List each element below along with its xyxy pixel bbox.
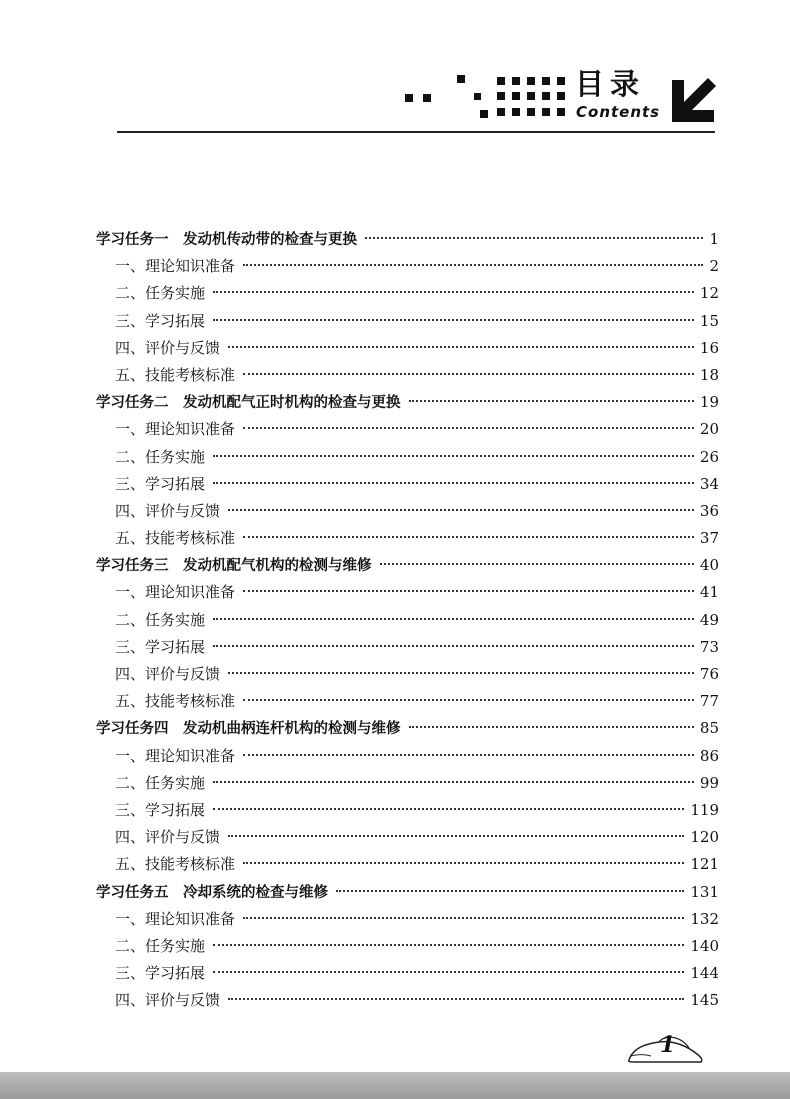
toc-page-number: 140 — [690, 936, 719, 955]
dot-leader — [228, 346, 694, 348]
toc-entry-label: 学习任务一 发动机传动带的检查与更换 — [96, 232, 357, 248]
dot-leader — [243, 862, 684, 864]
dot-leader — [243, 590, 694, 592]
dot-leader — [213, 808, 684, 810]
dot-leader — [213, 618, 694, 620]
toc-section-row[interactable] — [96, 335, 719, 362]
toc-entry-label: 五、技能考核标准 — [115, 529, 236, 548]
toc-page-number: 76 — [699, 665, 719, 683]
dot-leader — [365, 237, 703, 239]
page-number: 1 — [660, 1032, 676, 1058]
toc-section-row[interactable] — [96, 525, 719, 552]
toc-entry-label: 学习任务二 发动机配气正时机构的检查与更换 — [96, 395, 401, 412]
toc-entry-label: 四、评价与反馈 — [115, 991, 221, 1010]
toc-section-row[interactable] — [96, 770, 719, 797]
dot-leader — [380, 563, 694, 565]
toc-section-row[interactable] — [96, 634, 719, 661]
toc-entry-label: 四、评价与反馈 — [115, 501, 221, 520]
toc-entry-label: 五、技能考核标准 — [115, 692, 236, 711]
toc-page-number: 85 — [699, 719, 719, 738]
dot-leader — [409, 726, 694, 728]
toc-entry-label: 五、技能考核标准 — [115, 855, 236, 874]
toc-section-row[interactable] — [96, 797, 719, 824]
toc-page-number: 119 — [690, 800, 719, 819]
toc-entry-label: 一、理论知识准备 — [115, 420, 236, 439]
toc-page-number: 20 — [699, 420, 719, 439]
toc-entry-label: 四、评价与反馈 — [115, 338, 221, 357]
toc-page-number: 131 — [690, 882, 719, 901]
toc-page-number: 121 — [690, 855, 719, 874]
toc-entry-label: 二、任务实施 — [115, 447, 206, 466]
dot-leader — [228, 998, 684, 1000]
toc-page-number: 132 — [690, 909, 719, 928]
dot-leader — [228, 672, 694, 674]
toc-page-number: 120 — [690, 828, 719, 847]
page-header — [0, 0, 790, 140]
toc-entry-label: 四、评价与反馈 — [115, 828, 221, 847]
dot-leader — [213, 319, 694, 321]
toc-section-row[interactable] — [96, 280, 719, 307]
toc-section-row[interactable] — [96, 471, 719, 498]
dot-leader — [213, 291, 694, 293]
toc-entry-label: 三、学习拓展 — [115, 311, 206, 330]
toc-entry-label: 二、任务实施 — [115, 936, 206, 955]
dot-leader — [243, 427, 694, 429]
toc-task-row[interactable] — [96, 389, 719, 416]
dot-leader — [213, 781, 694, 783]
toc-page-number: 16 — [699, 338, 719, 357]
toc-page-number: 34 — [699, 474, 719, 493]
toc-page-number: 19 — [699, 393, 719, 412]
toc-entry-label: 一、理论知识准备 — [115, 583, 236, 602]
table-of-contents — [96, 226, 719, 1014]
toc-entry-label: 三、学习拓展 — [115, 474, 206, 493]
dot-leader — [213, 971, 684, 973]
toc-page-number: 144 — [690, 964, 719, 983]
toc-page-number: 49 — [699, 610, 719, 629]
dot-leader — [243, 373, 694, 375]
toc-section-row[interactable] — [96, 498, 719, 525]
toc-entry-label: 二、任务实施 — [115, 284, 206, 303]
toc-page-number: 41 — [699, 583, 719, 602]
toc-entry-label: 学习任务五 冷却系统的检查与维修 — [96, 884, 328, 901]
toc-page-number: 145 — [690, 991, 719, 1010]
toc-section-row[interactable] — [96, 579, 719, 606]
toc-section-row[interactable] — [96, 253, 719, 280]
toc-section-row[interactable] — [96, 743, 719, 770]
toc-task-row[interactable] — [96, 715, 719, 742]
dot-leader — [243, 917, 684, 919]
dot-leader — [243, 264, 703, 266]
toc-page-number: 36 — [699, 501, 719, 520]
toc-page-number: 2 — [709, 257, 719, 276]
dot-leader — [228, 509, 694, 511]
dot-leader — [336, 890, 684, 892]
dot-leader — [228, 835, 684, 837]
toc-page-number: 1 — [709, 230, 719, 248]
toc-section-row[interactable] — [96, 444, 719, 471]
toc-page-number: 86 — [699, 746, 719, 765]
dot-leader — [213, 455, 694, 457]
dot-leader — [213, 645, 694, 647]
toc-page-number: 18 — [699, 365, 719, 384]
toc-page-number: 77 — [699, 692, 719, 711]
toc-section-row[interactable] — [96, 933, 719, 960]
toc-section-row[interactable] — [96, 308, 719, 335]
toc-entry-label: 二、任务实施 — [115, 773, 206, 792]
dot-leader — [243, 536, 694, 538]
toc-section-row[interactable] — [96, 362, 719, 389]
toc-section-row[interactable] — [96, 960, 719, 987]
toc-page-number: 15 — [699, 311, 719, 330]
toc-entry-label: 三、学习拓展 — [115, 800, 206, 819]
toc-entry-label: 二、任务实施 — [115, 610, 206, 629]
toc-task-row[interactable] — [96, 879, 719, 906]
toc-entry-label: 四、评价与反馈 — [115, 665, 221, 683]
page-subtitle: Contents — [576, 103, 661, 121]
toc-page-number: 12 — [699, 284, 719, 303]
toc-section-row[interactable] — [96, 416, 719, 443]
toc-page-number: 73 — [699, 637, 719, 656]
toc-section-row[interactable] — [96, 851, 719, 878]
toc-section-row[interactable] — [96, 607, 719, 634]
dot-leader — [213, 482, 694, 484]
toc-page-number: 26 — [699, 447, 719, 466]
toc-entry-label: 一、理论知识准备 — [115, 909, 236, 928]
corner-arrow-icon — [670, 78, 716, 122]
page-title: 目录 — [575, 67, 646, 101]
toc-entry-label: 学习任务三 发动机配气机构的检测与维修 — [96, 558, 372, 575]
toc-entry-label: 学习任务四 发动机曲柄连杆机构的检测与维修 — [96, 721, 401, 738]
toc-task-row[interactable] — [96, 552, 719, 579]
toc-section-row[interactable] — [96, 987, 719, 1014]
dot-leader — [409, 400, 694, 402]
page-bottom-strip — [0, 1072, 790, 1099]
toc-task-row[interactable] — [96, 226, 719, 253]
dot-leader — [243, 699, 694, 701]
toc-entry-label: 五、技能考核标准 — [115, 365, 236, 384]
header-divider — [117, 131, 715, 133]
toc-page-number: 99 — [699, 773, 719, 792]
toc-section-row[interactable] — [96, 824, 719, 851]
toc-entry-label: 三、学习拓展 — [115, 964, 206, 983]
toc-section-row[interactable] — [96, 661, 719, 688]
toc-section-row[interactable] — [96, 688, 719, 715]
toc-entry-label: 一、理论知识准备 — [115, 257, 236, 276]
toc-page-number: 37 — [699, 529, 719, 548]
dot-leader — [213, 944, 684, 946]
dot-leader — [243, 754, 694, 756]
toc-entry-label: 三、学习拓展 — [115, 637, 206, 656]
toc-page-number: 40 — [699, 556, 719, 575]
toc-entry-label: 一、理论知识准备 — [115, 746, 236, 765]
toc-section-row[interactable] — [96, 906, 719, 933]
